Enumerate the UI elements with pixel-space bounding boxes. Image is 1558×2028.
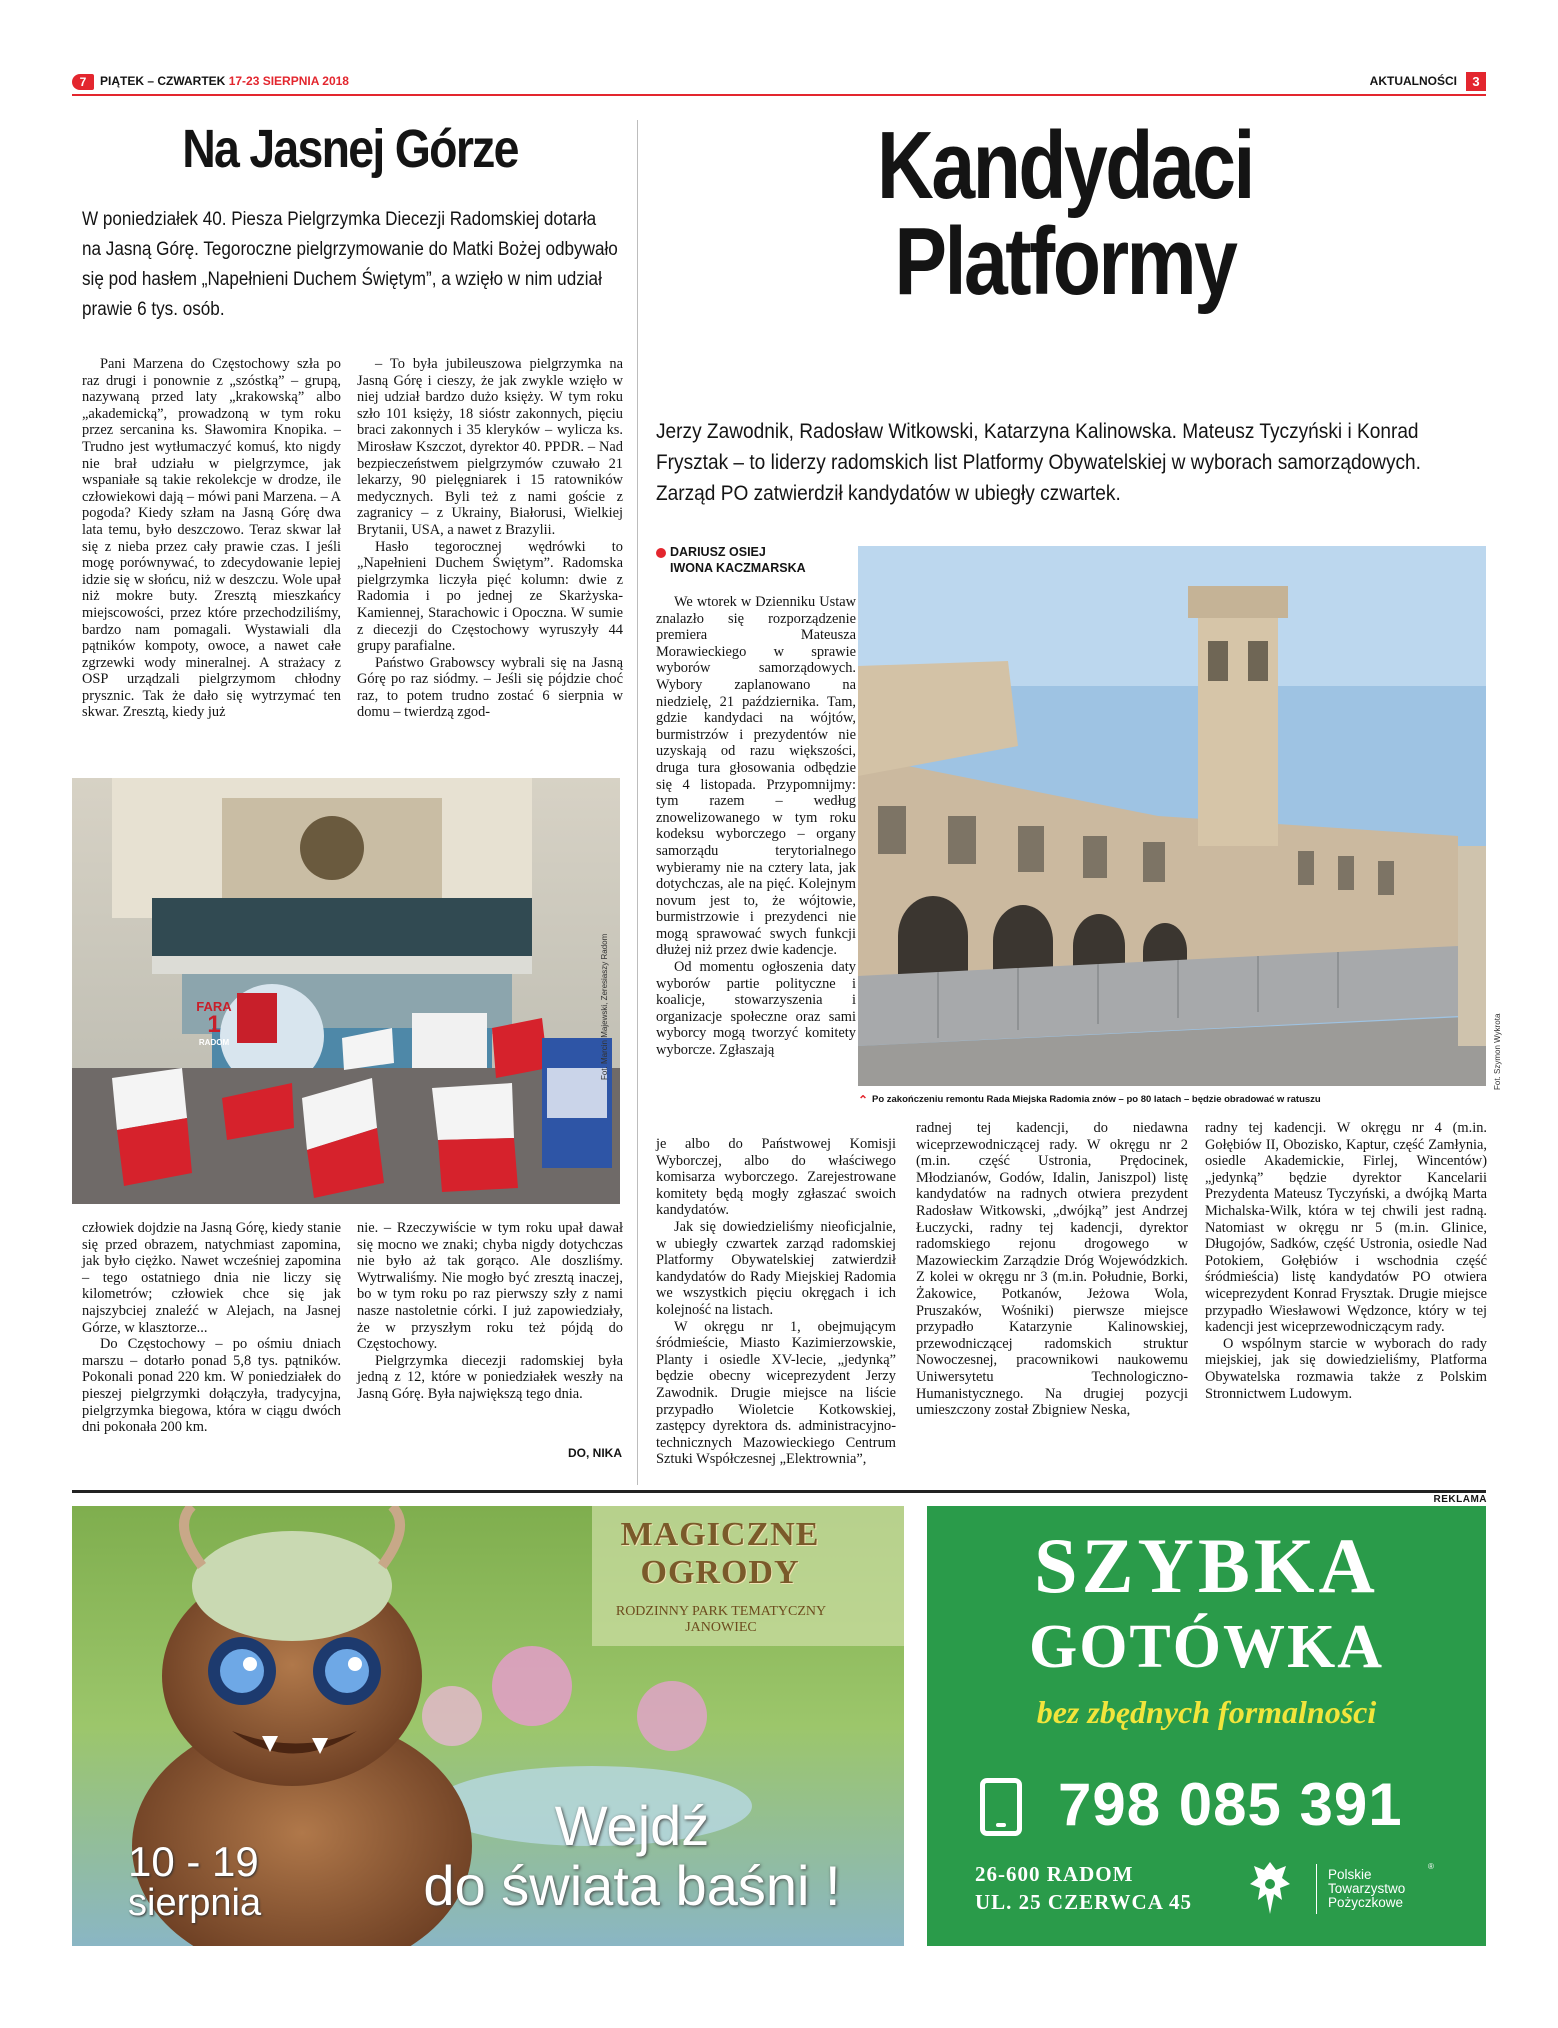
company-name — [1328, 1868, 1405, 1910]
photo-caption: Po zakończeniu remontu Rada Miejska Radomia znów – po 80 latach – będzie obradować w ratuszu — [872, 1094, 1321, 1105]
newspaper-logo: 7 — [72, 74, 94, 90]
day-range: PIĄTEK – CZWARTEK — [100, 74, 226, 88]
ad-phone-number[interactable]: 798 085 391 — [1058, 1771, 1403, 1838]
paragraph: radnej tej kadencji, do niedawna wiceprzewodniczącej rady. W okręgu nr 2 (m.in. część Ustronia, Prędocinek, Młodzianów, Godów, Idalin, Janiszpol) listę kandydatów na radnych otwiera prezydent Radosław Witkowski, „dwójką” jest Andrzej Łuczycki, radny tej kadencji, dyrektor radomskiego rejonu drogowego w Mazowieckim Zarządzie Dróg Wojewódzkich. Z kolei w okręgu nr 3 (m.in. Południe, Borki, Żakowice, Potkanów, Jeżowa Wola, Pruszaków, Wośniki) pierwsze miejsce przypadło Katarzynie Kalinowskiej, przewodniczącej radomskich struktur Nowoczesnej, pracownikowi naukowemu Uniwersytetu Technologiczno-Humanistycznego. Na drugiej pozycji umieszczony został Zbigniew Neska, — [916, 1120, 1188, 1419]
address-line: 26-600 RADOM — [975, 1862, 1134, 1886]
town-hall-photo — [858, 546, 1486, 1086]
main-article-column-3 — [916, 1120, 1188, 1419]
magiczne-ogrody-subtitle — [596, 1604, 846, 1636]
title-line-1: Kandydaci — [877, 112, 1253, 219]
paragraph: Do Częstochowy – po ośmiu dniach marszu – dotarło ponad 5,8 tys. pątników. Pokonali ponad 220 km. W poniedziałek do pieszej pielgrzymki dołączyła, tradycyjna, pielgrzymka biegowa, która w ciągu dwóch dni pokonała 200 km. — [82, 1336, 341, 1436]
ad-headline-2: GOTÓWKA — [1028, 1613, 1385, 1681]
paragraph: We wtorek w Dzienniku Ustaw znalazło się rozporządzenie premiera Mateusza Morawieckiego w sprawie wyborów samorządowych. Wybory zaplanowano na niedzielę, 21 października. Tam, gdzie kandydaci na wójtów, burmistrzów i prezydentów nie uzyskają od razu większości, druga tura głosowania odbędzie się 4 listopada. Przypomnijmy: tym razem – według znowelizowanego w tym roku kodeksu wyborczego – organy samorządu terytorialnego wybieramy nie na cztery lata, jak dotychczas, ale na pięć. Kolejnym novum jest to, że wójtowie, burmistrzowie i prezydenci nie mogą sprawować swych funkcji dłużej niż przez dwie kadencje. — [656, 594, 856, 959]
left-article-column-1 — [82, 356, 341, 721]
advert-rule — [72, 1490, 1486, 1493]
ad-date-month: sierpnia — [128, 1882, 262, 1924]
paragraph: Jak się dowiedzieliśmy nieoficjalnie, w ubiegły czwartek zarząd radomskiej Platformy Obywatelskiej zatwierdził kandydatów do Rady Miejskiej Radomia we wszystkich pięciu okręgach i ich kolejność na listach. — [656, 1218, 896, 1318]
paragraph: człowiek dojdzie na Jasną Górę, kiedy stanie się przed obrazem, natychmiast zapomina, jak było ciężko. Nawet wcześniej zapomina – tego ostatniego dnia nie liczy się kilometrów; człowiek chce się jak najszybciej znaleźć w Alejach, na Jasnej Górze, w klasztorze... — [82, 1220, 341, 1336]
main-article-column-2 — [656, 1136, 896, 1468]
magiczne-ogrody-logo — [590, 1516, 850, 1592]
paragraph: nie. – Rzeczywiście w tym roku upał dawał się mocno we znaki; chyba nigdy dotychczas nie było aż tak gorąco. Ale doszliśmy. Wytrwaliśmy. Nie mogło być zresztą inaczej, bo w tym roku po raz pierwszy szły z nami nasze nastoletnie córki. I już zapowiedziały, że w przyszłym roku też pójdą do Częstochowy. — [357, 1220, 623, 1353]
advert-label: REKLAMA — [1433, 1494, 1487, 1505]
left-article-column-3 — [82, 1220, 341, 1436]
paragraph: Od momentu ogłoszenia daty wyborów partie polityczne i koalicje, stowarzyszenia i organizacje społeczne oraz sami wyborcy mogą tworzyć komitety wyborcze. Zgłaszają — [656, 959, 856, 1059]
paragraph: je albo do Państwowej Komisji Wyborczej, albo do właściwego komisarza wyborczego. Zarejestrowane komitety będą mogły zgłaszać swoich kandydatów. — [656, 1136, 896, 1219]
pilgrimage-photo-art — [72, 778, 620, 1204]
paragraph: Hasło tegorocznej wędrówki to „Napełnieni Duchem Świętym”. Radomska pielgrzymka liczyła pięć kolumn: dwie z Radomia i po jednej ze Skarżyska-Kamiennej, Starachowic i Opoczna. W sumie z diecezji do Częstochowy wyruszyły 44 grupy parafialne. — [357, 538, 623, 655]
ad-tagline: bez zbędnych formalności — [1036, 1694, 1377, 1730]
eagle-emblem-icon — [1246, 1858, 1294, 1918]
paragraph: O wspólnym starcie w wyborach do rady miejskiej, jak się dowiedzieliśmy, Platforma Obywatelska rozmawia także z Polskim Stronnictwem Ludowym. — [1205, 1335, 1487, 1402]
phone-icon — [980, 1778, 1022, 1836]
ad-headline-1: SZYBKA — [1034, 1522, 1379, 1609]
company-name-line: Polskie — [1328, 1867, 1372, 1882]
author-name: DARIUSZ OSIEJ — [670, 545, 766, 559]
logo-line-2: OGRODY — [640, 1554, 800, 1591]
photo-banner-sign — [190, 1000, 238, 1050]
date-range: 17-23 SIERPNIA 2018 — [228, 74, 349, 88]
paragraph: Pani Marzena do Częstochowy szła po raz drugi i ponownie z „szóstką” – grupą, nazywaną przed laty „krakowską” albo „akademicką”, prowadzoną w tym roku przez sercanina ks. Sławomira Knopika. – Trudno jest wytłumaczyć komuś, kto nigdy nie brał udziału w pielgrzymce, jak wspaniałe są takie rekolekcje w drodze, ile człowiekowi dają – mówi pani Marzena. – A pogoda? Kiedy szłam na Jasną Górę dwa lata temu, było deszczowo. Teraz skwar lał się z nieba przez cały prawie czas. I jeśli mogę porównywać, to zdecydowanie lepiej idzie się w słońcu, niż w deszczu. Wole upał niż mokre buty. Zresztą mieszkańcy miejscowości, przez które przechodziliśmy, bardzo nam pomagali. Wystawiali dla pątników kompoty, owoce, a nawet całe zgrzewki wody mineralnej. A strażacy z OSP urządzali pielgrzymom chłodny prysznic. Tak że dało się wytrzymać ten skwar. Zresztą, kiedy już — [82, 356, 341, 721]
subtitle-line: RODZINNY PARK TEMATYCZNY — [615, 1604, 827, 1619]
ad-date-range: 10 - 19 — [128, 1838, 259, 1885]
column-divider — [637, 120, 638, 1485]
ad-slogan — [372, 1796, 892, 1916]
paragraph: – To była jubileuszowa pielgrzymka na Jasną Górę i cieszy, że jak zwykle wzięło w niej udział bardzo dużo księży. W tym roku szło 101 księży, 18 sióstr zakonnych, pięciu braci zakonnych i 35 kleryków – wylicza ks. Mirosław Kszczot, dyrektor 40. PPDR. – Nad bezpieczeństwem pielgrzymów czuwało 21 lekarzy, 90 pielęgniarek i 15 ratowników medycznych. Byli też z nami goście z zagranicy – z Ukrainy, Białorusi, Wielkiej Brytanii, USA, a nawet z Brazylii. — [357, 356, 623, 538]
main-article-title — [725, 112, 1406, 315]
main-article-authors — [670, 544, 806, 576]
slogan-line-1: Wejdź — [554, 1794, 710, 1857]
author-name: IWONA KACZMARSKA — [670, 561, 806, 575]
main-article-lead: Jerzy Zawodnik, Radosław Witkowski, Katarzyna Kalinowska. Mateusz Tyczyński i Konrad Frysztak – to liderzy radomskich list Platformy Obywatelskiej w wyborach samorządowych. Zarząd PO zatwierdził kandydatów w ubiegły czwartek. — [656, 419, 1421, 505]
left-article-signoff: DO, NIKA — [568, 1446, 622, 1460]
paragraph: Pielgrzymka diecezji radomskiej była jedną z 12, które w poniedziałek weszły na Jasną Górę. Była największą tego dnia. — [357, 1352, 623, 1402]
banner-sign-city: RADOM — [198, 1038, 230, 1047]
pilgrimage-photo — [72, 778, 620, 1204]
main-article-column-1 — [656, 594, 856, 1059]
section-name: AKTUALNOŚCI — [1369, 74, 1457, 88]
company-divider — [1316, 1864, 1317, 1914]
ad-address — [975, 1860, 1192, 1916]
paragraph: Państwo Grabowscy wybrali się na Jasną Górę po raz siódmy. – Jeśli się pójdzie choć raz, to potem trudno zostać 6 sierpnia w domu – twierdzą zgod- — [357, 654, 623, 721]
page-number: 3 — [1466, 72, 1486, 91]
subtitle-line: JANOWIEC — [685, 1620, 757, 1635]
left-article-lead: W poniedziałek 40. Piesza Pielgrzymka Diecezji Radomskiej dotarła na Jasną Górę. Tegoroczne pielgrzymowanie do Matki Bożej odbywało się pod hasłem „Napełnieni Duchem Świętym”, a wzięło w nim udział prawie 6 tys. osób. — [82, 209, 618, 320]
author-bullet-icon — [656, 548, 666, 558]
town-hall-photo-art — [858, 546, 1486, 1086]
address-line: UL. 25 CZERWCA 45 — [975, 1890, 1192, 1914]
company-name-line: Pożyczkowe — [1328, 1895, 1404, 1910]
paragraph: W okręgu nr 1, obejmującym śródmieście, Miasto Kazimierzowskie, Planty i osiedle XV-lecie, „jedynką” będzie obecny wiceprezydent Jerzy Zawodnik. Drugie miejsce na liście przypadło Wioletcie Kotkowskiej, zastępcy dyrektora ds. administracyjno-technicznych Mazowieckiego Centrum Sztuki Współczesnej „Elektrownia”, — [656, 1318, 896, 1468]
slogan-line-2: do świata baśni ! — [423, 1854, 841, 1917]
main-article-column-4 — [1205, 1120, 1487, 1402]
issue-date — [100, 74, 349, 88]
banner-sign-text: FARA — [196, 999, 232, 1014]
left-photo-credit: Fot. Marcin Majewski, Zeresiaszy Radom — [600, 933, 609, 1080]
company-name-line: Towarzystwo — [1328, 1881, 1406, 1896]
title-line-2: Platformy — [894, 208, 1236, 315]
registered-mark: ® — [1428, 1862, 1434, 1871]
right-photo-credit: Fot. Szymon Wykrota — [1493, 1013, 1502, 1090]
left-article-column-2 — [357, 356, 623, 721]
banner-sign-number: 1 — [207, 1011, 221, 1038]
paragraph: radny tej kadencji. W okręgu nr 4 (m.in. Gołębiów II, Obozisko, Kaptur, część Zamłynia, osiedle Akademickie, Firlej, Wincentów) „jedynką” będzie dyrektor Kancelarii Prezydenta Mateusz Tyczyński, a dwójką Marta Michalska-Wilk, która w tej chwili jest radną. Natomiast w okręgu nr 5 (m.in. Glinice, Długojów, Sadków, część Ustronia, osiedle Nad Potokiem, Gołębiów i wschodnia część śródmieścia) listę kandydatów PO otwiera wiceprezydent Konrad Frysztak. Drugie miejsce przypadło Wiesławowi Wędzonce, który w tej kadencji jest wiceprzewodniczącym rady. — [1205, 1120, 1487, 1336]
left-article-column-4 — [357, 1220, 623, 1403]
logo-line-1: MAGICZNE — [620, 1516, 820, 1553]
caption-chevron-icon: ⌃ — [858, 1093, 869, 1107]
left-article-title: Na Jasnej Górze — [182, 119, 518, 179]
header-rule — [72, 94, 1486, 96]
